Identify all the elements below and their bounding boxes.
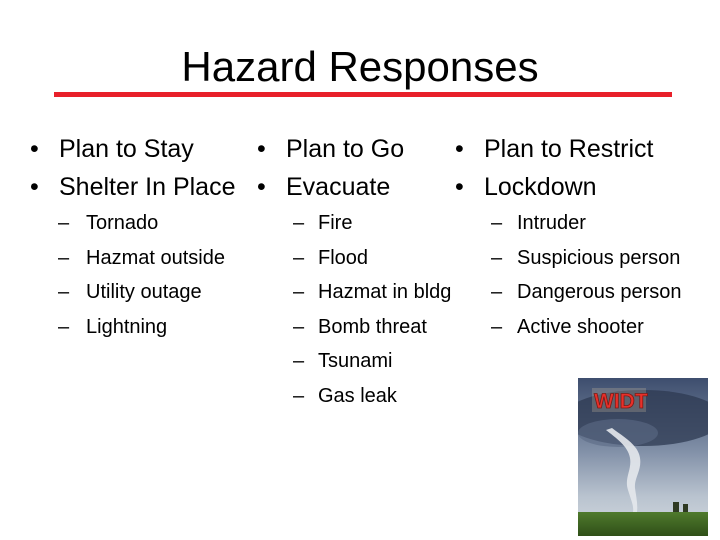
slide-title: Hazard Responses xyxy=(181,43,539,90)
dash-icon: – xyxy=(58,315,70,338)
tornado-photo xyxy=(578,378,708,536)
dash-icon: – xyxy=(293,212,305,234)
column-heading: Plan to Go xyxy=(286,135,405,163)
column-plan-to-restrict xyxy=(455,130,682,344)
action-bullet xyxy=(455,168,682,206)
action-bullet xyxy=(30,168,236,206)
dash-icon: – xyxy=(491,212,503,234)
list-item: – Fire xyxy=(257,206,451,241)
list-item: – Tornado xyxy=(30,206,236,241)
dash-icon: – xyxy=(491,246,503,269)
column-action: Lockdown xyxy=(484,173,597,201)
dash-icon: – xyxy=(491,315,503,338)
dash-icon: – xyxy=(293,315,305,338)
list-item: – Hazmat outside xyxy=(30,241,236,276)
list-item: – Lightning xyxy=(30,310,236,345)
list-item: – Gas leak xyxy=(257,379,451,414)
column-plan-to-stay xyxy=(30,130,236,344)
widt-logo: WIDT xyxy=(594,390,648,413)
list-item: – Intruder xyxy=(455,206,682,241)
bullet-icon: • xyxy=(30,173,39,201)
dash-icon: – xyxy=(58,281,70,303)
dash-icon: – xyxy=(58,246,70,269)
dash-icon: – xyxy=(293,350,305,372)
dash-icon: – xyxy=(58,212,70,234)
field xyxy=(578,512,708,536)
bullet-icon: • xyxy=(257,173,266,201)
list-item: – Bomb threat xyxy=(257,310,451,345)
list-item: – Hazmat in bldg xyxy=(257,275,451,310)
column-action: Shelter In Place xyxy=(59,173,236,201)
list-item: – Dangerous person xyxy=(455,275,682,310)
list-item: – Utility outage xyxy=(30,275,236,310)
action-bullet xyxy=(257,168,451,206)
dash-icon: – xyxy=(293,246,305,269)
column-action: Evacuate xyxy=(286,173,391,201)
column-heading: Plan to Stay xyxy=(59,135,194,163)
tree xyxy=(683,504,688,512)
dash-icon: – xyxy=(491,281,503,303)
dash-icon: – xyxy=(293,281,305,303)
column-plan-to-go xyxy=(257,130,451,413)
list-item: – Flood xyxy=(257,241,451,276)
bullet-icon: • xyxy=(257,135,266,163)
hazard-list xyxy=(257,206,451,413)
dash-icon: – xyxy=(293,384,305,407)
tree xyxy=(673,502,679,512)
list-item: – Active shooter xyxy=(455,310,682,345)
heading-bullet xyxy=(257,130,451,168)
heading-bullet xyxy=(30,130,236,168)
hazard-list xyxy=(30,206,236,344)
heading-bullet xyxy=(455,130,682,168)
list-item: – Tsunami xyxy=(257,344,451,379)
bullet-icon: • xyxy=(455,173,464,201)
bullet-icon: • xyxy=(30,135,39,163)
column-heading: Plan to Restrict xyxy=(484,135,654,163)
list-item: – Suspicious person xyxy=(455,241,682,276)
title-underline xyxy=(54,92,672,97)
bullet-icon: • xyxy=(455,135,464,163)
hazard-list xyxy=(455,206,682,344)
